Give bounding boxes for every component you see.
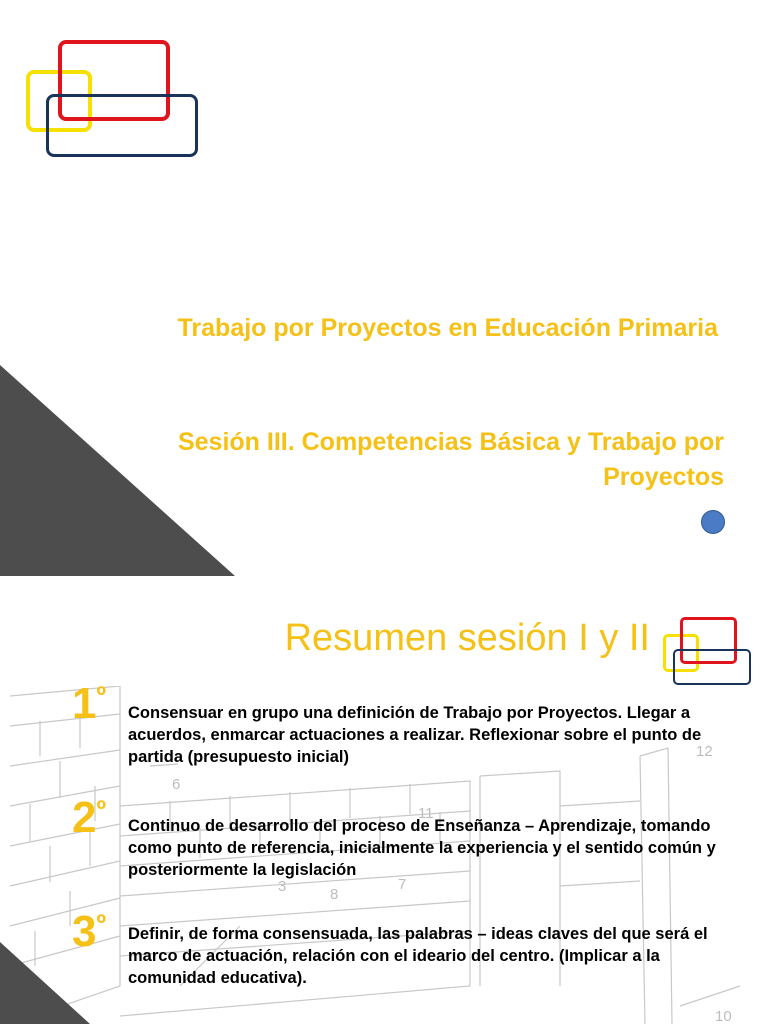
summary-item-1: Consensuar en grupo una definición de Trabajo por Proyectos. Llegar a acuerdos, enmarcar actuaciones a realizar. Reflexionar sobre el punto de partida (presupuesto inicial) [128,704,702,766]
slide-title: Trabajo por Proyectos en Educación Primaria [177,314,718,342]
blue-dot-decoration [701,510,725,534]
logo-small-navy-rect [673,649,751,685]
sketch-label: 10 [715,1008,732,1024]
sketch-label: 7 [398,876,407,893]
item-number-3: $3^º$ [72,907,106,956]
sketch-label: 12 [696,743,713,760]
summary-heading: Resumen sesión I y II [284,617,650,659]
summary-item-2: Continuo de desarrollo del proceso de Enseñanza – Aprendizaje, tomando como punto de referencia, inicialmente la experiencia y el sentido común y posteriormente la legislación [128,817,716,879]
sketch-label: 3 [278,878,287,895]
sketch-label: 8 [330,886,339,903]
sketch-label: 11 [418,805,434,822]
logo-navy-rect [46,94,198,157]
summary-item-3: Definir, de forma consensuada, las palabras – ideas claves del que será el marco de actuación, relación con el ideario del centro. (Implicar a la comunidad educativa). [128,925,708,987]
summary-slide [0,576,768,1024]
sketch-label: 6 [172,776,181,793]
item-number-2: $2^º$ [72,793,106,842]
item-number-1: $1^º$ [72,679,106,728]
slide-subtitle: Sesión III. Competencias Básica y Trabajo por Proyectos [177,428,724,491]
